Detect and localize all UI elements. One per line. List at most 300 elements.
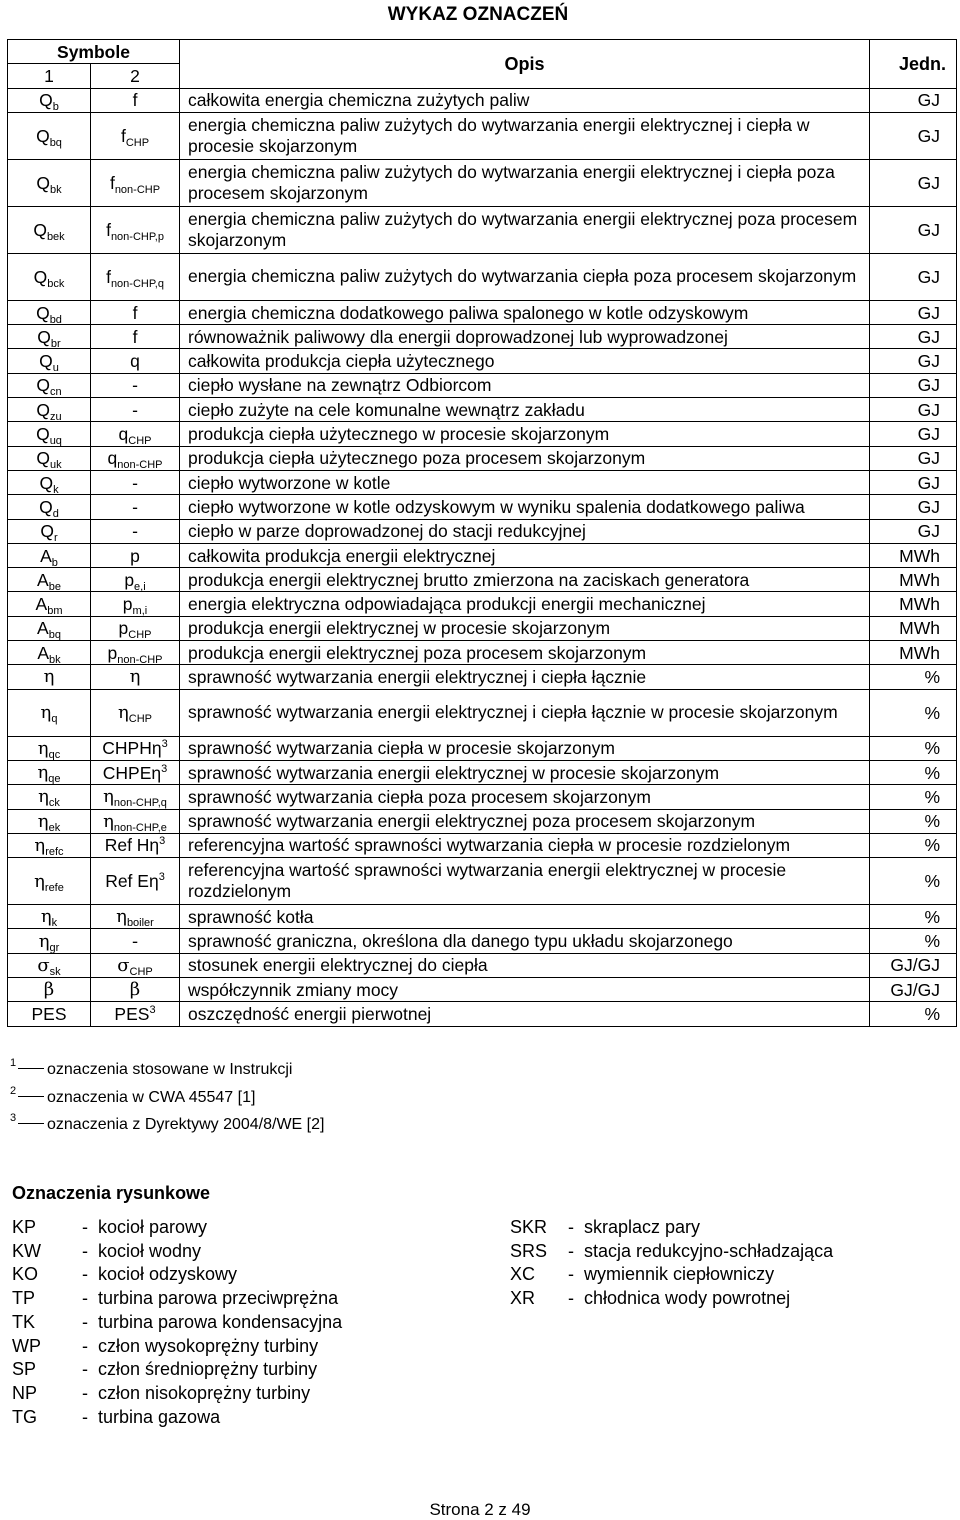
table-row [8,905,957,929]
legend-text: wymiennik ciepłowniczy [584,1264,775,1285]
symbol-main: Q [36,302,50,323]
footnote-dash [18,1068,44,1069]
symbol-subscript: u [52,362,59,375]
symbol-subscript: bk [49,653,61,666]
table-row [8,495,957,519]
description: produkcja energii elektrycznej poza procesem skojarzonym [180,641,870,665]
symbol-main: η [103,786,114,808]
legend-text: kocioł parowy [98,1217,208,1237]
symbol-main: Q [36,424,50,445]
symbol-col2 [91,206,180,253]
unit: % [870,736,957,760]
description: ciepło zużyte na cele komunalne wewnątrz zakładu [180,398,870,422]
symbol-subscript: non-CHP [114,183,161,196]
legend-item [12,1335,342,1359]
legend-text: turbina parowa kondensacyjna [98,1311,343,1332]
symbol-main: β [129,979,141,1001]
symbol-subscript: non-CHP,e [113,821,167,834]
symbol-main: Q [36,399,50,420]
footnote-dash [18,1123,44,1124]
symbol-main: Ref Hη [104,835,160,856]
unit: GJ [870,112,957,159]
symbol-col2 [91,398,180,422]
symbol-col2 [91,159,180,206]
footnotes [10,1053,324,1136]
table-row [8,543,957,567]
symbol-main: η [38,786,49,808]
description: sprawność wytwarzania energii elektrycznej i ciepła łącznie [180,665,870,689]
description: energia chemiczna paliw zużytych do wytwarzania energii elektrycznej poza procesem skojarzonym [180,206,870,253]
legend-code: TP [12,1288,36,1309]
symbol-col1 [8,929,91,953]
symbol-subscript: bm [47,605,63,618]
symbol-subscript: CHP [128,435,152,448]
symbol-col1 [8,953,91,977]
unit: % [870,833,957,857]
description: produkcja energii elektrycznej brutto zmierzona na zaciskach generatora [180,568,870,592]
legend-separator: - [568,1288,574,1309]
table-row [8,760,957,784]
description: referencyjna wartość sprawności wytwarzania ciepła w procesie rozdzielonym [180,833,870,857]
legend-item [510,1287,833,1311]
unit: % [870,1002,957,1026]
symbol-subscript: bk [50,183,62,196]
symbol-main: Q [36,172,50,193]
table-row [8,736,957,760]
footnote-text: oznaczenia w CWA 45547 [1] [47,1088,256,1106]
table-row [8,373,957,397]
legend-item [510,1216,833,1240]
symbol-col2 [91,568,180,592]
unit: GJ [870,470,957,494]
symbol-main: Q [33,219,47,240]
symbol-col2 [91,373,180,397]
symbols-table [7,39,957,1027]
symbol-col1 [8,568,91,592]
legend-item [12,1382,342,1406]
symbol-subscript: qc [48,748,61,761]
symbol-col1 [8,422,91,446]
symbol-col2 [91,616,180,640]
legend-item [510,1263,833,1287]
symbol-main: - [132,375,138,396]
symbol-subscript: k [51,917,58,930]
legend-separator: - [82,1406,88,1427]
symbol-subscript: non-CHP [117,459,163,472]
symbol-col2 [91,495,180,519]
symbol-main: A [37,618,49,639]
symbol-subscript: non-CHP [117,653,163,666]
legend-separator: - [82,1359,88,1380]
symbol-col1 [8,398,91,422]
symbol-col2 [91,543,180,567]
legend-separator: - [82,1382,88,1403]
symbol-main: q [118,424,129,445]
unit: % [870,905,957,929]
symbol-main: η [37,737,49,759]
table-row [8,349,957,373]
legend-text: człon wysokoprężny turbiny [98,1335,319,1356]
symbol-main: PES [31,1003,67,1024]
symbol-subscript: bq [48,629,61,642]
unit: GJ [870,398,957,422]
symbol-superscript: 3 [158,871,165,884]
symbol-subscript: bck [47,277,65,290]
symbol-main: - [132,521,138,542]
legend-text: chłodnica wody powrotnej [584,1288,791,1309]
symbol-col1 [8,373,91,397]
description: ciepło wytworzone w kotle [180,470,870,494]
unit: MWh [870,543,957,567]
legend-separator: - [82,1288,88,1309]
unit: % [870,665,957,689]
unit: GJ/GJ [870,978,957,1002]
symbol-main: Q [39,496,53,517]
header-col2: 2 [91,64,180,88]
symbol-subscript: q [51,713,58,726]
symbol-subscript: CHP [129,965,153,978]
symbol-main: η [38,930,50,952]
legend-code: TG [12,1406,37,1427]
symbol-main: η [40,702,52,724]
description: równoważnik paliwowy dla energii doprowadzonej lub wyprowadzonej [180,325,870,349]
symbol-main: Ref Eη [105,871,159,892]
legend-code: KO [12,1264,39,1285]
symbol-subscript: r [53,532,58,545]
symbol-col2 [91,978,180,1002]
legend-code: SP [12,1359,37,1380]
symbol-col2 [91,736,180,760]
description: energia chemiczna paliw zużytych do wytwarzania energii elektrycznej i ciepła poza procesem skojarzonym [180,159,870,206]
symbol-subscript: non-CHP,p [110,230,164,243]
symbol-main: β [43,979,55,1001]
symbol-subscript: non-CHP,q [110,277,164,290]
description: całkowita produkcja ciepła użytecznego [180,349,870,373]
table-header-row [8,40,957,64]
symbol-main: Q [39,472,54,493]
symbol-main: CHPEη [102,762,162,783]
header-symbole: Symbole [8,40,180,64]
table-row [8,300,957,324]
symbol-col2 [91,953,180,977]
symbol-subscript: uk [50,459,62,472]
symbol-subscript: sk [49,965,61,978]
description: energia chemiczna paliw zużytych do wytwarzania energii elektrycznej i ciepła w procesie skojarzonym [180,112,870,159]
symbol-main: p [130,545,140,566]
table-row [8,641,957,665]
symbol-col1 [8,641,91,665]
table-row [8,953,957,977]
legend-text: kocioł wodny [98,1240,202,1261]
legend-text: stacja redukcyjno-schładzająca [584,1240,834,1261]
table-row [8,978,957,1002]
description: sprawność wytwarzania ciepła poza procesem skojarzonym [180,785,870,809]
legend-text: turbina parowa przeciwprężna [98,1288,339,1309]
symbol-col2 [91,253,180,300]
symbol-col2 [91,519,180,543]
legend-separator: - [568,1264,574,1285]
symbol-main: Q [36,448,50,469]
symbol-main: PES [114,1003,150,1024]
page-number: Strona 2 z 49 [429,1500,531,1519]
symbol-main: η [129,666,141,688]
symbol-subscript: d [52,507,59,520]
symbol-main: f [132,302,138,323]
symbol-main: Q [33,266,48,287]
legend-code: KW [12,1240,41,1261]
symbol-col1 [8,446,91,470]
unit: GJ [870,495,957,519]
symbol-subscript: zu [50,410,62,423]
symbol-main: Q [39,351,53,372]
symbol-subscript: bd [49,313,62,326]
description: oszczędność energii pierwotnej [180,1002,870,1026]
symbol-main: CHPHη [102,738,162,759]
symbol-main: σ [37,954,50,976]
symbol-subscript: CHP [128,629,152,642]
symbol-main: - [131,930,139,952]
symbol-col2 [91,1002,180,1026]
description: sprawność wytwarzania energii elektrycznej poza procesem skojarzonym [180,809,870,833]
header-opis: Opis [180,40,870,89]
legend-code: NP [12,1382,38,1403]
table-row [8,592,957,616]
legend-item [12,1263,342,1287]
symbol-superscript: 3 [149,1003,156,1016]
legend-left [12,1216,342,1429]
table-row [8,785,957,809]
footnote [10,1053,324,1081]
symbol-col1 [8,495,91,519]
symbol-col2 [91,88,180,112]
symbol-subscript: cn [50,386,62,399]
description: stosunek energii elektrycznej do ciepła [180,953,870,977]
description: sprawność kotła [180,905,870,929]
symbol-main: η [103,810,114,832]
symbol-main: p [118,618,129,639]
symbol-subscript: k [53,483,59,496]
symbol-col1 [8,592,91,616]
symbol-subscript: e,i [134,580,146,593]
unit: % [870,689,957,736]
symbol-subscript: b [52,101,59,114]
unit: GJ/GJ [870,953,957,977]
unit: % [870,760,957,784]
symbol-col2 [91,760,180,784]
symbol-col2 [91,809,180,833]
symbol-col2 [91,349,180,373]
symbol-superscript: 3 [161,762,168,775]
symbol-col1 [8,253,91,300]
legend-item [12,1240,342,1264]
legend-text: kocioł odzyskowy [98,1264,238,1285]
symbol-col1 [8,159,91,206]
description: sprawność wytwarzania energii elektrycznej i ciepła łącznie w procesie skojarzonym [180,689,870,736]
symbol-subscript: boiler [126,917,154,930]
symbol-col1 [8,325,91,349]
symbol-subscript: m,i [132,605,148,618]
unit: GJ [870,446,957,470]
symbol-col2 [91,422,180,446]
legend-code: SKR [510,1217,548,1237]
legend-code: TK [12,1311,36,1332]
table-row [8,470,957,494]
description: energia chemiczna paliw zużytych do wytwarzania ciepła poza procesem skojarzonym [180,253,870,300]
footnote [10,1108,324,1136]
symbol-main: q [130,351,140,372]
symbol-col1 [8,88,91,112]
legend-text: człon średnioprężny turbiny [98,1359,318,1380]
symbol-main: f [106,219,111,240]
symbol-main: Q [37,326,51,347]
symbol-col2 [91,112,180,159]
unit: % [870,929,957,953]
symbol-main: η [43,666,55,688]
legend-code: XC [510,1264,536,1285]
symbol-main: η [117,702,129,724]
description: energia chemiczna dodatkowego paliwa spalonego w kotle odzyskowym [180,300,870,324]
legend-text: skraplacz pary [584,1217,701,1237]
description: produkcja ciepła użytecznego w procesie skojarzonym [180,422,870,446]
legend-code: SRS [510,1240,548,1261]
symbol-subscript: bek [46,230,65,243]
table-row [8,568,957,592]
symbol-col2 [91,929,180,953]
symbol-col2 [91,325,180,349]
footnote-number: 3 [10,1112,17,1124]
symbol-col2 [91,689,180,736]
unit: GJ [870,349,957,373]
unit: GJ [870,159,957,206]
symbol-col2 [91,470,180,494]
legend-item [12,1406,342,1430]
symbol-col1 [8,665,91,689]
legend-text: człon nisokoprężny turbiny [98,1382,311,1403]
symbol-col2 [91,785,180,809]
symbol-subscript: CHP [125,136,150,149]
description: sprawność graniczna, określona dla danego typu układu skojarzonego [180,929,870,953]
symbol-col1 [8,349,91,373]
table-row [8,689,957,736]
symbol-col1 [8,905,91,929]
unit: GJ [870,88,957,112]
symbol-main: f [109,172,115,193]
symbol-main: Q [40,521,54,542]
table-row [8,519,957,543]
symbol-col2 [91,592,180,616]
table-row [8,833,957,857]
table-row [8,325,957,349]
symbol-main: q [107,448,118,469]
symbol-subscript: refe [44,881,64,894]
symbol-main: p [122,594,133,615]
legend-separator: - [82,1217,88,1237]
symbol-main: - [132,496,138,517]
footnote [10,1081,324,1109]
symbol-col1 [8,470,91,494]
unit: GJ [870,253,957,300]
unit: MWh [870,616,957,640]
legend-code: KP [12,1217,37,1237]
description: energia elektryczna odpowiadająca produkcji energii mechanicznej [180,592,870,616]
symbol-col1 [8,858,91,905]
symbol-subscript: uq [49,435,62,448]
page-title: WYKAZ OZNACZEŃ [387,4,569,25]
symbol-main: A [40,545,52,566]
description: całkowita produkcja energii elektrycznej [180,543,870,567]
symbol-subscript: ek [48,821,61,834]
symbol-col2 [91,905,180,929]
description: produkcja energii elektrycznej w procesie skojarzonym [180,616,870,640]
table-row [8,422,957,446]
symbol-main: A [37,642,50,663]
symbol-col1 [8,206,91,253]
footnote-number: 1 [10,1057,17,1069]
symbol-col1 [8,736,91,760]
symbol-col2 [91,446,180,470]
table-row [8,88,957,112]
symbol-main: η [116,906,127,928]
legend-separator: - [82,1264,88,1285]
description: całkowita energia chemiczna zużytych paliw [180,88,870,112]
header-col1: 1 [8,64,91,88]
legend-item [12,1311,342,1335]
footnote-number: 2 [10,1084,17,1097]
unit: GJ [870,422,957,446]
symbol-main: - [132,472,138,493]
header-jedn: Jedn. [870,40,957,89]
symbol-col1 [8,616,91,640]
unit: MWh [870,568,957,592]
description: współczynnik zmiany mocy [180,978,870,1002]
table-row [8,1002,957,1026]
table-row [8,253,957,300]
symbol-col1 [8,978,91,1002]
symbol-col1 [8,785,91,809]
symbol-main: η [34,834,46,856]
symbol-main: f [120,125,126,146]
description: sprawność wytwarzania ciepła w procesie skojarzonym [180,736,870,760]
symbol-subscript: br [50,337,61,350]
symbol-col1 [8,300,91,324]
symbol-subscript: non-CHP,q [113,797,167,810]
legend-separator: - [568,1240,574,1261]
legend-separator: - [82,1311,88,1332]
symbol-subscript: be [48,580,61,593]
symbol-col2 [91,641,180,665]
unit: MWh [870,592,957,616]
unit: GJ [870,206,957,253]
description: ciepło wytworzone w kotle odzyskowym w wyniku spalenia dodatkowego paliwa [180,495,870,519]
symbol-superscript: 3 [159,835,166,848]
symbol-subscript: ck [48,797,60,810]
symbol-main: f [132,90,138,111]
table-row [8,665,957,689]
table-row [8,929,957,953]
legend-code: XR [510,1288,536,1309]
description: produkcja ciepła użytecznego poza procesem skojarzonym [180,446,870,470]
table-row [8,112,957,159]
description: ciepło w parze doprowadzonej do stacji redukcyjnej [180,519,870,543]
symbol-main: A [35,594,48,615]
legend-item [12,1216,342,1240]
symbol-col1 [8,1002,91,1026]
legend-separator: - [568,1217,574,1237]
symbol-col2 [91,300,180,324]
symbol-subscript: refc [45,845,64,858]
description: ciepło wysłane na zewnątrz Odbiorcom [180,373,870,397]
symbol-col1 [8,760,91,784]
